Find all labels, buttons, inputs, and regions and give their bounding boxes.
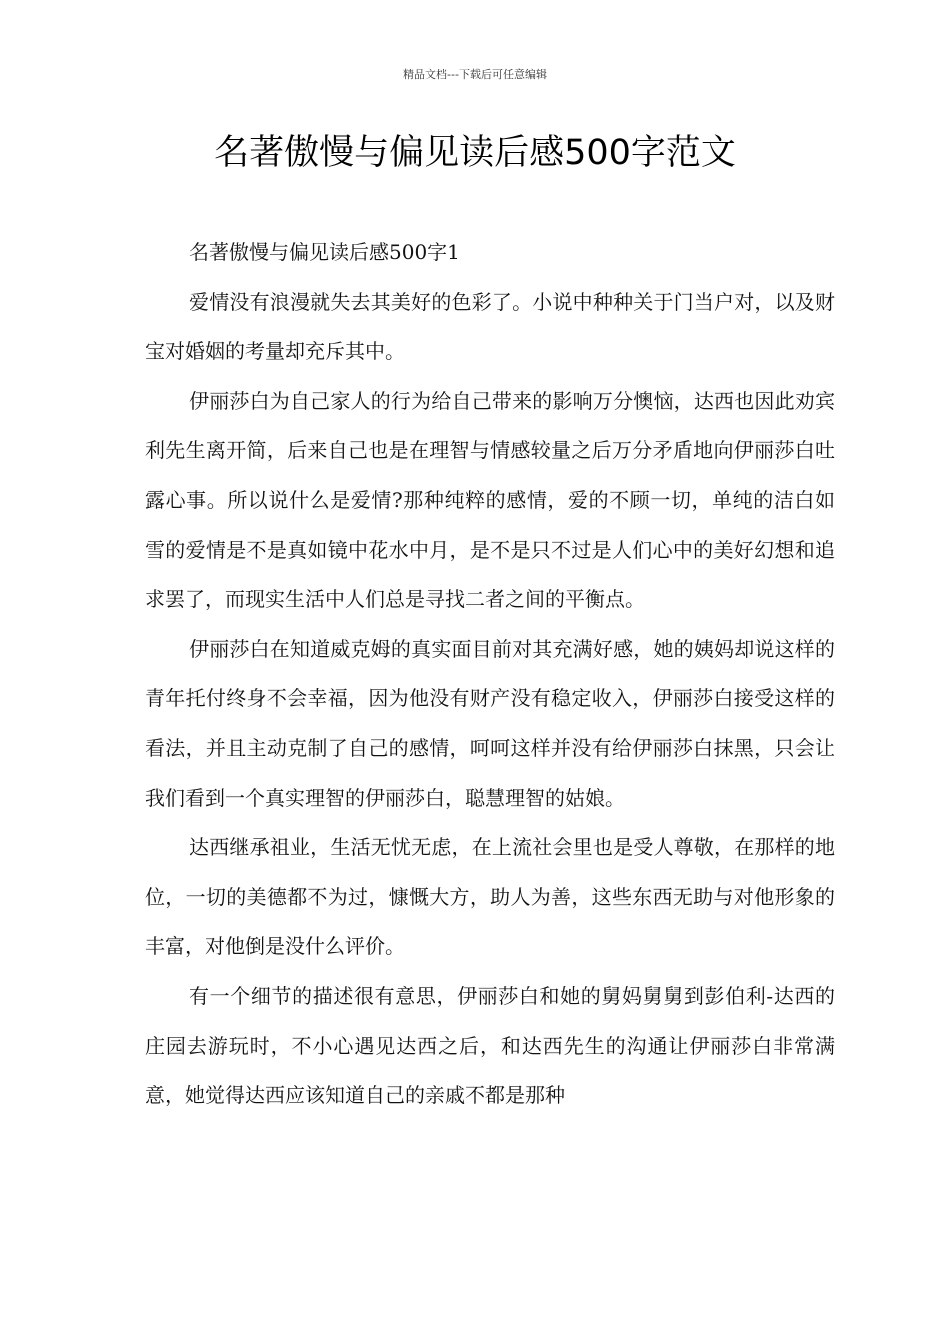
document-title: 名著傲慢与偏见读后感500字范文 — [214, 133, 736, 173]
paragraph: 有一个细节的描述很有意思，伊丽莎白和她的舅妈舅舅到彭伯利-达西的庄园去游玩时，不小心遇见达西之后，和达西先生的沟通让伊丽莎白非常满意，她觉得达西应该知道自己的亲戚不都是那种 — [145, 983, 835, 1108]
paragraph: 伊丽莎白在知道威克姆的真实面目前对其充满好感，她的姨妈却说这样的青年托付终身不会幸福，因为他没有财产没有稳定收入，伊丽莎白接受这样的看法，并且主动克制了自己的感情，呵呵这样并没有给伊丽莎白抹黑，只会让我们看到一个真实理智的伊丽莎白，聪慧理智的姑娘。 — [145, 636, 835, 810]
paragraph: 达西继承祖业，生活无忧无虑，在上流社会里也是受人尊敬，在那样的地位，一切的美德都不为过，慷慨大方，助人为善，这些东西无助与对他形象的丰富，对他倒是没什么评价。 — [145, 835, 835, 959]
document-body — [145, 228, 835, 1121]
paragraph-subtitle: 名著傲慢与偏见读后感500字1 — [189, 240, 460, 264]
header-note: 精品文档---下载后可任意编辑 — [403, 68, 547, 81]
paragraph: 伊丽莎白为自己家人的行为给自己带来的影响万分懊恼，达西也因此劝宾利先生离开简，后来自己也是在理智与情感较量之后万分矛盾地向伊丽莎白吐露心事。所以说什么是爱情?那种纯粹的感情，爱的不顾一切，单纯的洁白如雪的爱情是不是真如镜中花水中月，是不是只不过是人们心中的美好幻想和追求罢了，而现实生活中人们总是寻找二者之间的平衡点。 — [145, 388, 835, 612]
paragraph: 爱情没有浪漫就失去其美好的色彩了。小说中种种关于门当户对，以及财宝对婚姻的考量却充斥其中。 — [145, 289, 835, 364]
